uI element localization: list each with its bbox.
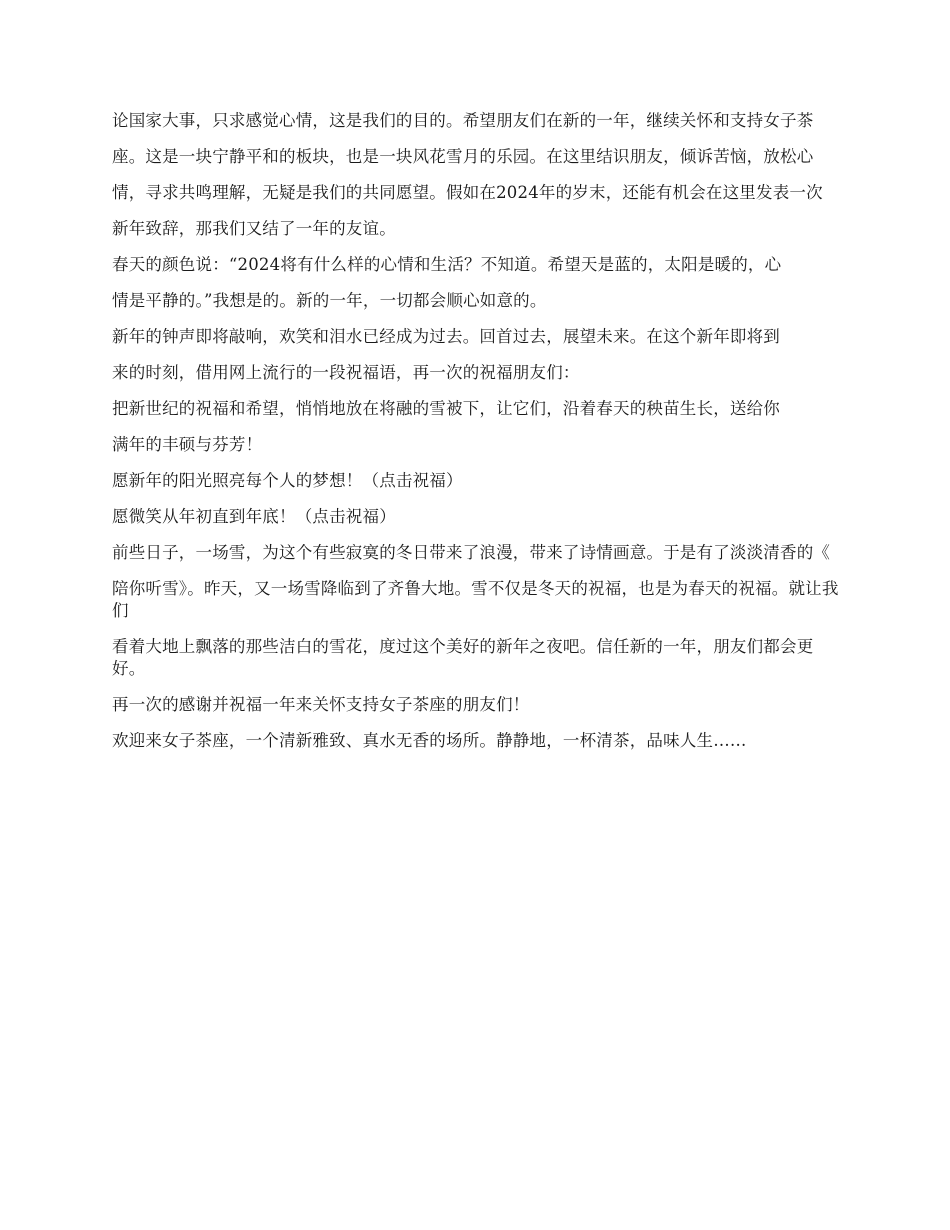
- paragraph-6: 情是平静的。”我想是的。新的一年，一切都会顺心如意的。: [112, 291, 547, 310]
- paragraph-12: 愿微笑从年初直到年底！（点击祝福）: [112, 507, 396, 526]
- paragraph-11: 愿新年的阳光照亮每个人的梦想！（点击祝福）: [112, 471, 463, 490]
- paragraph-16: 再一次的感谢并祝福一年来关怀支持女子茶座的朋友们！: [112, 695, 530, 714]
- document-body: [112, 110, 842, 766]
- paragraph-15: 看着大地上飘落的那些洁白的雪花，度过这个美好的新年之夜吧。信任新的一年，朋友们都会更好。: [112, 637, 814, 678]
- paragraph-3: 情，寻求共鸣理解，无疑是我们的共同愿望。假如在2024年的岁末，还能有机会在这里发表一次: [112, 183, 823, 202]
- paragraph-5: 春天的颜色说：“2024将有什么样的心情和生活？不知道。希望天是蓝的，太阳是暖的，心: [112, 255, 782, 274]
- paragraph-7: 新年的钟声即将敲响，欢笑和泪水已经成为过去。回首过去，展望未来。在这个新年即将到: [112, 327, 780, 346]
- paragraph-13: 前些日子，一场雪，为这个有些寂寞的冬日带来了浪漫，带来了诗情画意。于是有了淡淡清香的《: [112, 543, 831, 562]
- paragraph-10: 满年的丰硕与芬芳！: [112, 435, 263, 454]
- paragraph-14: 陪你听雪》。昨天，又一场雪降临到了齐鲁大地。雪不仅是冬天的祝福，也是为春天的祝福。就让我们: [112, 579, 839, 620]
- paragraph-1: 论国家大事，只求感觉心情，这是我们的目的。希望朋友们在新的一年，继续关怀和支持女子茶: [112, 111, 814, 130]
- paragraph-17: 欢迎来女子茶座，一个清新雅致、真水无香的场所。静静地，一杯清茶，品味人生……: [112, 731, 747, 750]
- paragraph-2: 座。这是一块宁静平和的板块，也是一块风花雪月的乐园。在这里结识朋友，倾诉苦恼，放松心: [112, 147, 814, 166]
- paragraph-8: 来的时刻，借用网上流行的一段祝福语，再一次的祝福朋友们：: [112, 363, 580, 382]
- paragraph-4: 新年致辞，那我们又结了一年的友谊。: [112, 219, 396, 238]
- paragraph-9: 把新世纪的祝福和希望，悄悄地放在将融的雪被下，让它们，沿着春天的秧苗生长，送给你: [112, 399, 780, 418]
